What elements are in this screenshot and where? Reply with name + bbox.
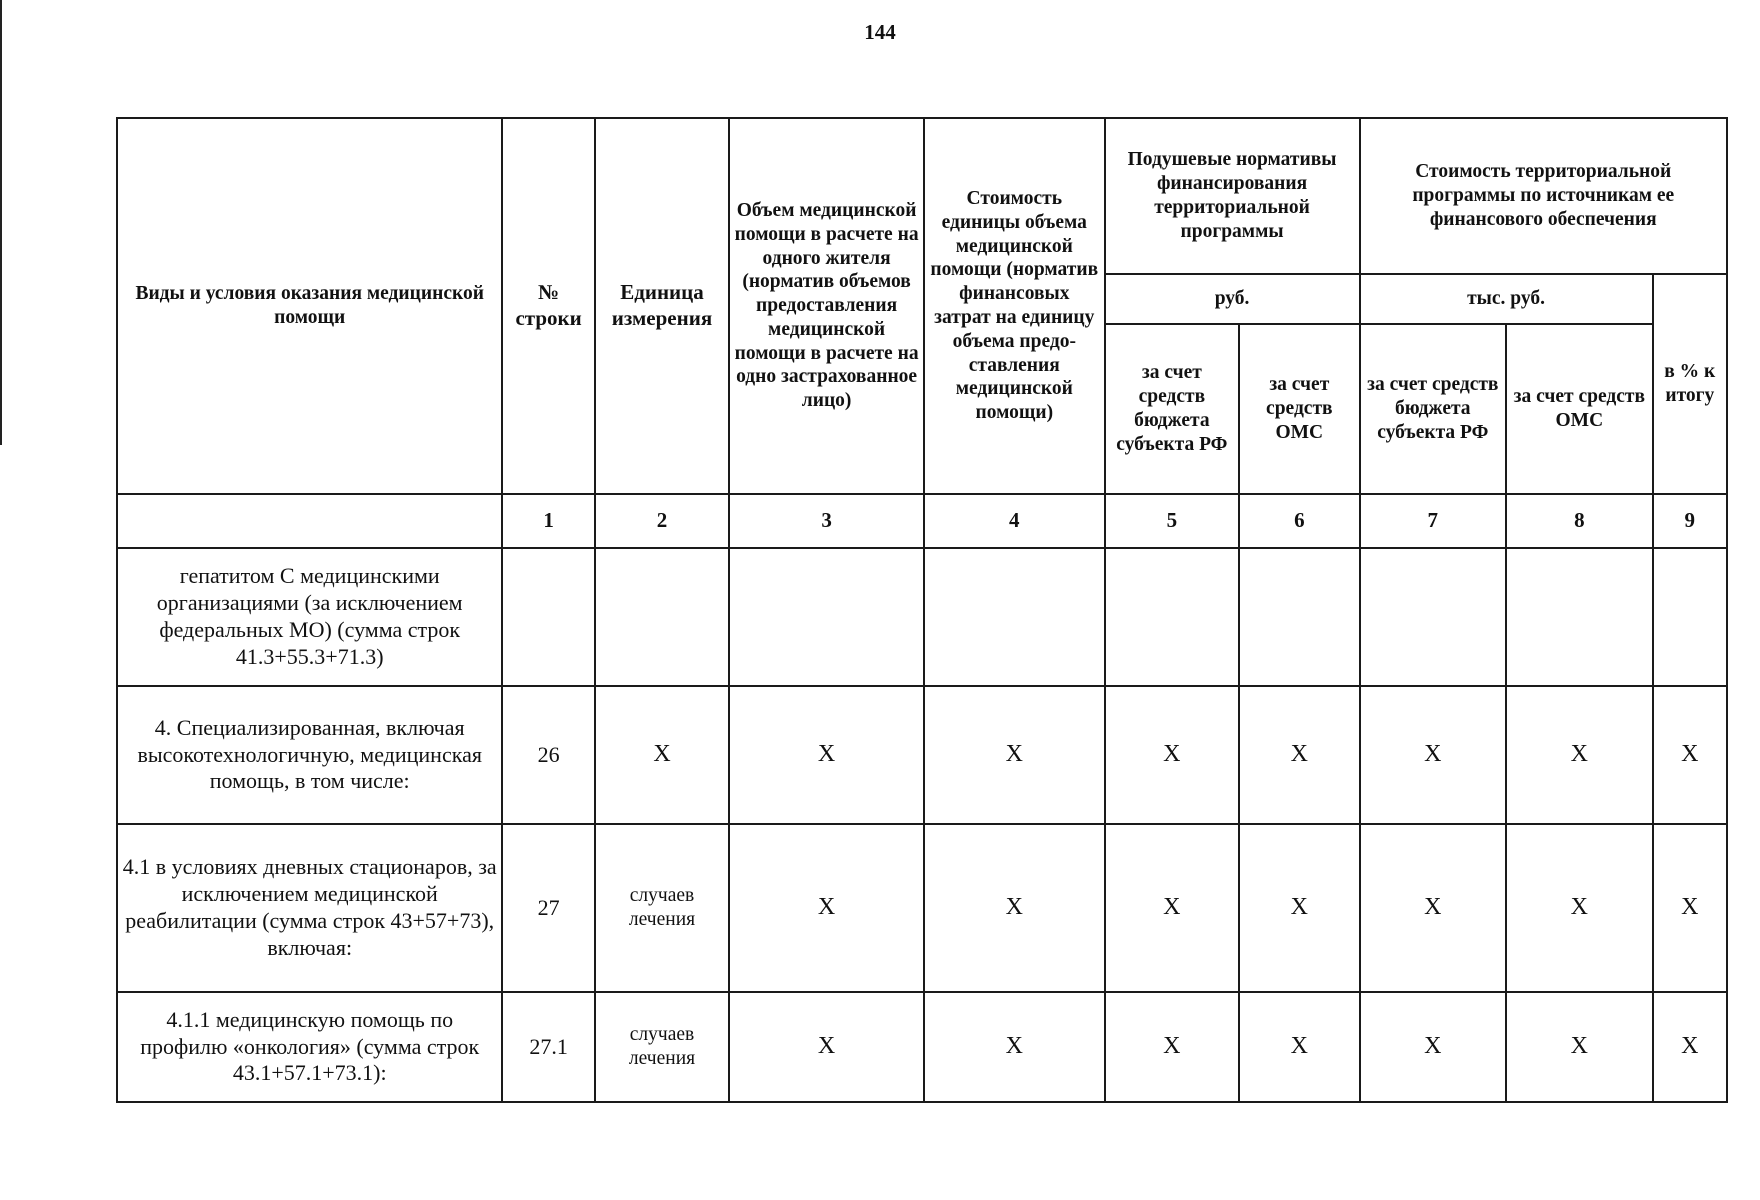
column-number: 8 [1506, 494, 1653, 548]
row-number: 26 [502, 686, 594, 824]
page-left-rule [0, 0, 2, 445]
row-unit: случаев лечения [595, 824, 729, 992]
header-group-program-cost: Стоимость территориальной программы по источникам ее финансового обеспечения [1360, 118, 1727, 274]
row-cell [1653, 548, 1727, 686]
row-cell: X [1653, 992, 1727, 1102]
row-cell: X [1653, 686, 1727, 824]
page-number: 144 [864, 20, 896, 44]
header-oms-col8: за счет средств ОМС [1506, 324, 1653, 494]
row-cell: X [924, 824, 1105, 992]
row-cell: X [729, 686, 924, 824]
column-number: 5 [1105, 494, 1239, 548]
column-number: 1 [502, 494, 594, 548]
header-budget-rf-col5: за счет средств бюджета субъекта РФ [1105, 324, 1239, 494]
column-number-row [117, 494, 1727, 548]
row-name: 4. Специализированная, включая высокотехнологичную, медицинская помощь, в том числе: [117, 686, 502, 824]
row-cell: X [729, 824, 924, 992]
column-number: 2 [595, 494, 729, 548]
row-name: гепатитом С медицинскими организациями (за исключением федеральных МО) (сумма строк 41.3+55.3+71.3) [117, 548, 502, 686]
row-cell [729, 548, 924, 686]
header-group-per-capita: Подушевые нормативы финансирования территориальной программы [1105, 118, 1360, 274]
column-number: 6 [1239, 494, 1359, 548]
row-cell [1506, 548, 1653, 686]
header-unit-thousand-rub: тыс. руб. [1360, 274, 1653, 324]
table-row [117, 686, 1727, 824]
row-unit: X [595, 686, 729, 824]
column-number-blank [117, 494, 502, 548]
row-cell: X [1239, 686, 1359, 824]
row-cell: X [1239, 992, 1359, 1102]
row-cell: X [1105, 686, 1239, 824]
row-number: 27.1 [502, 992, 594, 1102]
row-cell: X [1105, 992, 1239, 1102]
header-row-number: № строки [502, 118, 594, 494]
header-percent-of-total: в % к итогу [1653, 274, 1727, 494]
row-cell [1105, 548, 1239, 686]
column-number: 3 [729, 494, 924, 548]
row-cell [924, 548, 1105, 686]
financing-table [116, 117, 1728, 1103]
row-cell: X [1506, 992, 1653, 1102]
row-cell: X [1653, 824, 1727, 992]
row-cell: X [1360, 992, 1507, 1102]
row-cell: X [1360, 686, 1507, 824]
row-number: 27 [502, 824, 594, 992]
row-cell: X [924, 686, 1105, 824]
row-cell: X [1360, 824, 1507, 992]
row-cell: X [1506, 824, 1653, 992]
table-row [117, 548, 1727, 686]
row-cell: X [924, 992, 1105, 1102]
header-unit: Единица измерения [595, 118, 729, 494]
row-cell: X [1105, 824, 1239, 992]
header-unit-cost: Стоимость единицы объема медицинской помощи (норматив финансовых затрат на единицу объема предо-ставления медицинской помощи) [924, 118, 1105, 494]
row-cell: X [1239, 824, 1359, 992]
row-cell: X [729, 992, 924, 1102]
row-cell [1360, 548, 1507, 686]
column-number: 7 [1360, 494, 1507, 548]
row-number [502, 548, 594, 686]
row-name: 4.1.1 медицинскую помощь по профилю «онкология» (сумма строк 43.1+57.1+73.1): [117, 992, 502, 1102]
row-cell [1239, 548, 1359, 686]
header-volume: Объем медицинской помощи в расчете на одного жителя (норматив объемов предоставления медицинской помощи в расчете на одно застрахованное лицо) [729, 118, 924, 494]
table-row [117, 824, 1727, 992]
header-unit-rub: руб. [1105, 274, 1360, 324]
column-number: 9 [1653, 494, 1727, 548]
row-name: 4.1 в условиях дневных стационаров, за исключением медицинской реабилитации (сумма строк 43+57+73), включая: [117, 824, 502, 992]
table-row [117, 992, 1727, 1102]
row-unit: случаев лечения [595, 992, 729, 1102]
column-number: 4 [924, 494, 1105, 548]
row-cell: X [1506, 686, 1653, 824]
header-budget-rf-col7: за счет средств бюджета субъекта РФ [1360, 324, 1507, 494]
row-unit [595, 548, 729, 686]
header-oms-col6: за счет средств ОМС [1239, 324, 1359, 494]
header-kinds-conditions: Виды и условия оказания медицинской помощи [117, 118, 502, 494]
